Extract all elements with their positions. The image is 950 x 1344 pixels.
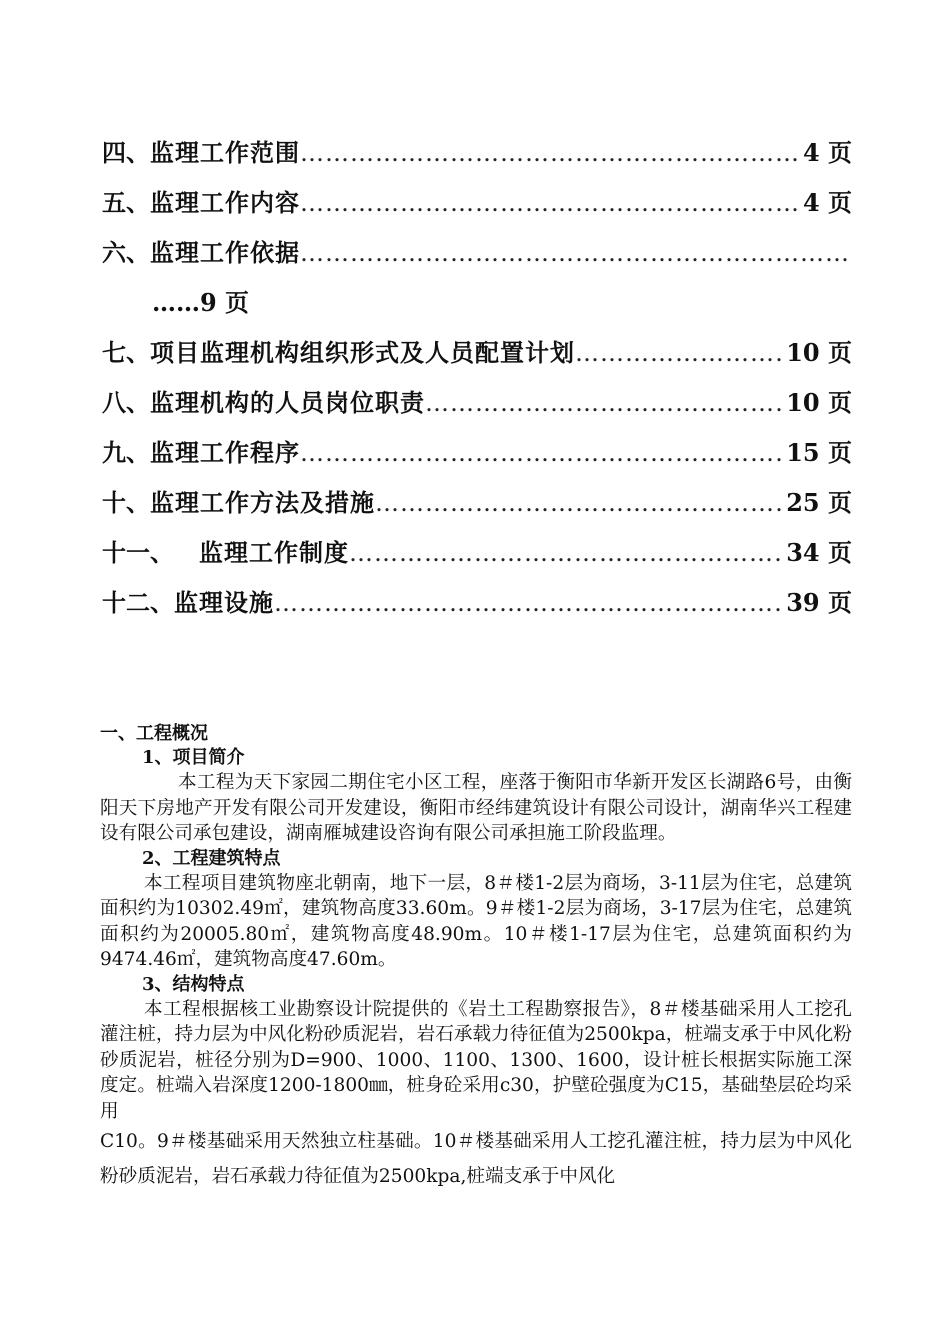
toc-number: 八、 <box>102 388 150 417</box>
toc-number: 九、 <box>102 438 150 467</box>
table-of-contents <box>102 128 852 628</box>
toc-title: 监理工作程序 <box>150 438 300 467</box>
subsection-heading-project-intro: 1、项目简介 <box>142 747 245 768</box>
toc-number: 十一、 <box>102 538 174 567</box>
structure-features-paragraph: 本工程根据核工业勘察设计院提供的《岩土工程勘察报告》，8＃楼基础采用人工挖孔灌注桩，持力层为中风化粉砂质泥岩，岩石承载力待征值为2500kpa，桩端支承于中风化粉砂质泥岩，桩径分别为D=900、1000、1100、1300、1600，设计桩长根据实际施工深度定。桩端入岩深度1200-1800㎜，桩身砼采用c30，护壁砼强度为C15，基础垫层砼均采用 <box>100 998 852 1122</box>
structure-features-paragraph-continued: C10。9＃楼基础采用天然独立柱基础。10＃楼基础采用人工挖孔灌注桩，持力层为中风化粉砂质泥岩，岩石承载力待征值为2500kpa,桩端支承于中风化 <box>100 1131 852 1187</box>
toc-page-number: ……9 页 <box>152 288 250 317</box>
toc-dot-leader <box>425 378 782 428</box>
toc-entry[interactable] <box>102 428 852 478</box>
toc-page-number: 10 页 <box>786 388 852 417</box>
toc-page-number: 10 页 <box>786 338 852 367</box>
toc-wrapped-line-2 <box>102 278 852 328</box>
toc-page-number: 4 页 <box>802 188 852 217</box>
toc-title: 监理工作制度 <box>174 538 349 567</box>
toc-dot-leader <box>300 178 799 228</box>
toc-wrapped-line-1 <box>102 228 852 278</box>
toc-page-number: 4 页 <box>802 138 852 167</box>
toc-title: 项目监理机构组织形式及人员配置计划 <box>150 338 575 367</box>
toc-title: 监理设施 <box>174 588 274 617</box>
building-features-paragraph: 本工程项目建筑物座北朝南，地下一层，8＃楼1-2层为商场，3-11层为住宅，总建筑面积约为10302.49㎡，建筑物高度33.60m。9＃楼1-2层为商场，3-17层为住宅，总建筑面积约为20005.80㎡，建筑物高度48.90m。10＃楼1-17层为住宅，总建筑面积约为9474.46㎡，建筑物高度47.60m。 <box>100 872 852 970</box>
toc-number: 四、 <box>102 138 150 167</box>
toc-number: 五、 <box>102 188 150 217</box>
toc-entry[interactable] <box>102 578 852 628</box>
toc-number: 六、 <box>102 238 150 267</box>
toc-title: 监理机构的人员岗位职责 <box>150 388 425 417</box>
toc-title: 监理工作依据 <box>150 238 300 267</box>
toc-dot-leader <box>300 428 782 478</box>
toc-entry[interactable] <box>102 178 852 228</box>
toc-dot-leader <box>300 128 799 178</box>
section-heading: 一、工程概况 <box>100 723 208 744</box>
toc-entry[interactable] <box>102 478 852 528</box>
toc-page-number: 15 页 <box>786 438 852 467</box>
toc-page-number: 34 页 <box>786 538 852 567</box>
toc-dot-leader <box>274 578 782 628</box>
toc-entry[interactable] <box>102 128 852 178</box>
toc-page-number: 39 页 <box>786 588 852 617</box>
toc-dot-leader <box>575 328 782 378</box>
project-intro-paragraph: 本工程为天下家园二期住宅小区工程，座落于衡阳市华新开发区长湖路6号，由衡阳天下房地产开发有限公司开发建设，衡阳市经纬建筑设计有限公司设计，湖南华兴工程建设有限公司承包建设，湖南雁城建设咨询有限公司承担施工阶段监理。 <box>100 772 852 844</box>
toc-title: 监理工作范围 <box>150 138 300 167</box>
toc-number: 七、 <box>102 338 150 367</box>
toc-entry[interactable] <box>102 328 852 378</box>
toc-entry-wrapped[interactable] <box>102 228 852 328</box>
subsection-heading-building-features: 2、工程建筑特点 <box>142 847 281 869</box>
toc-entry[interactable] <box>102 528 852 578</box>
toc-page-number: 25 页 <box>786 488 852 517</box>
toc-dot-leader <box>375 478 782 528</box>
toc-dot-leader <box>349 528 782 578</box>
toc-dot-leader <box>300 228 852 278</box>
project-overview-section <box>100 722 852 1194</box>
subsection-heading-structure-features: 3、结构特点 <box>142 973 245 995</box>
toc-title: 监理工作方法及措施 <box>150 488 375 517</box>
toc-title: 监理工作内容 <box>150 188 300 217</box>
toc-entry[interactable] <box>102 378 852 428</box>
toc-number: 十、 <box>102 488 150 517</box>
toc-number: 十二、 <box>102 588 174 617</box>
